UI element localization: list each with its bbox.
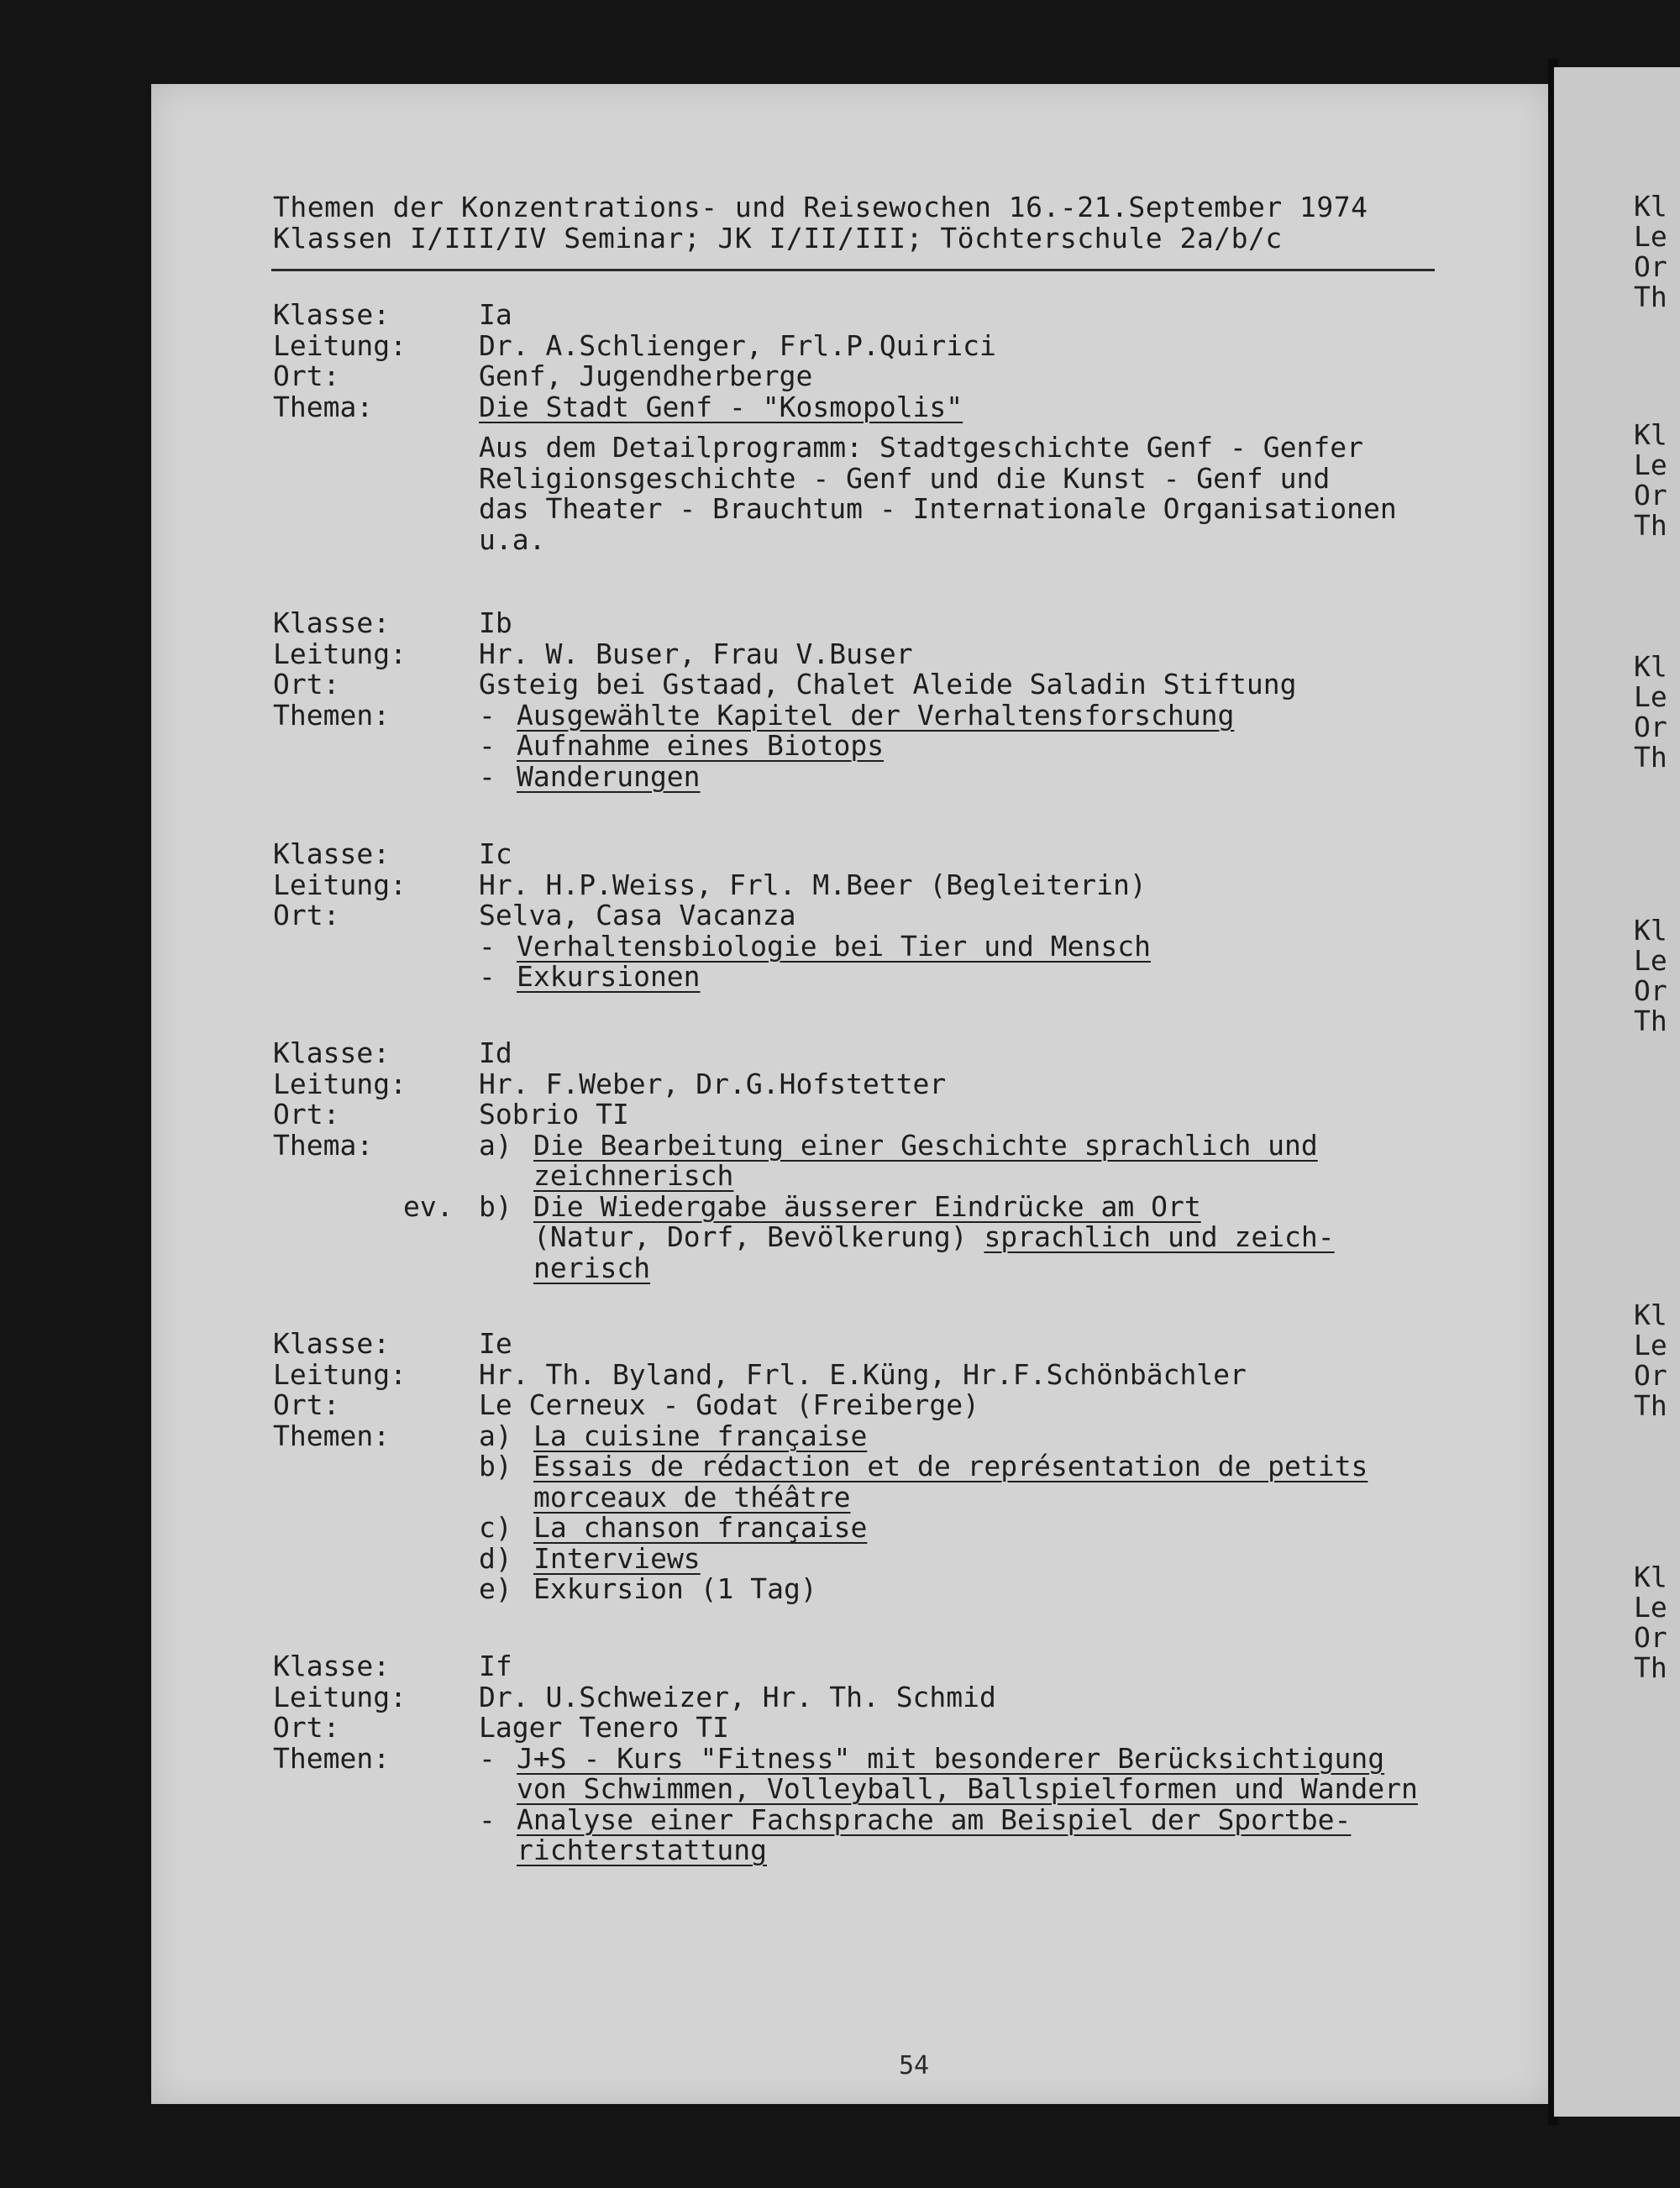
ort-value: Lager Tenero TI: [479, 1711, 730, 1744]
item-marker: e): [479, 1572, 512, 1605]
klasse-label: Klasse:: [273, 1327, 391, 1360]
topic-item-continued: [533, 1222, 1335, 1253]
adjacent-fragment: Or: [1634, 1359, 1667, 1392]
adjacent-page: [1554, 67, 1680, 2117]
klasse-label: Klasse:: [273, 1650, 391, 1682]
adjacent-fragment: Or: [1634, 974, 1667, 1007]
page-number: 54: [899, 2051, 930, 2080]
topic-item-continued: zeichnerisch: [533, 1159, 734, 1192]
klasse-label: Klasse:: [273, 837, 391, 870]
klasse-value: Ib: [479, 606, 512, 639]
section-ie: [273, 1329, 1533, 1605]
adjacent-fragment: Kl: [1634, 418, 1667, 451]
topic-item-continued: von Schwimmen, Volleyball, Ballspielformen und Wandern: [517, 1772, 1418, 1805]
list-dash: -: [479, 929, 496, 963]
klasse-value: Ic: [479, 837, 512, 870]
adjacent-fragment: Le: [1634, 944, 1667, 977]
topic-item: Verhaltensbiologie bei Tier und Mensch: [517, 929, 1151, 963]
leitung-value: Hr. H.P.Weiss, Frl. M.Beer (Begleiterin): [479, 868, 1147, 901]
section-if: [273, 1651, 1533, 1866]
leitung-label: Leitung:: [273, 1357, 407, 1391]
detail-line: Aus dem Detailprogramm: Stadtgeschichte Genf - Genfer: [479, 431, 1363, 464]
adjacent-fragment: Or: [1634, 479, 1667, 512]
leitung-value: Hr. W. Buser, Frau V.Buser: [479, 637, 913, 670]
document-title-line2: Klassen I/III/IV Seminar; JK I/II/III; Töchterschule 2a/b/c: [273, 222, 1283, 254]
list-dash: -: [479, 1802, 496, 1836]
topic-item: Wanderungen: [517, 759, 701, 793]
adjacent-fragment: Th: [1634, 1389, 1667, 1422]
list-dash: -: [479, 759, 496, 793]
adjacent-fragment: Or: [1634, 250, 1667, 283]
item-marker: d): [479, 1541, 512, 1575]
adjacent-fragment: Th: [1634, 1005, 1667, 1037]
topic-item-continued: richterstattung: [517, 1834, 768, 1866]
topic-item: Interviews: [533, 1541, 701, 1575]
leitung-label: Leitung:: [273, 1680, 407, 1713]
leitung-label: Leitung:: [273, 328, 407, 362]
themen-label: Themen:: [273, 1741, 391, 1775]
item-marker: c): [479, 1511, 512, 1544]
adjacent-fragment: Or: [1634, 711, 1667, 743]
klasse-value: If: [479, 1650, 512, 1682]
section-ic: [273, 839, 1533, 993]
item-marker: a): [479, 1419, 512, 1452]
ort-label: Ort:: [273, 668, 340, 700]
adjacent-fragment: Le: [1634, 1591, 1667, 1624]
topic-item: La cuisine française: [533, 1419, 868, 1452]
topic-item: Die Bearbeitung einer Geschichte sprachlich und: [533, 1128, 1318, 1162]
adjacent-fragment: Or: [1634, 1621, 1667, 1654]
section-ia: [273, 300, 1533, 555]
topic-item: Exkursion (1 Tag): [533, 1572, 817, 1605]
topic-plain-text: (Natur, Dorf, Bevölkerung): [533, 1220, 984, 1253]
ort-value: Selva, Casa Vacanza: [479, 899, 796, 931]
adjacent-fragment: Kl: [1634, 190, 1667, 223]
leitung-value: Hr. Th. Byland, Frl. E.Küng, Hr.F.Schönbächler: [479, 1357, 1247, 1391]
leitung-label: Leitung:: [273, 1067, 407, 1100]
detail-line: Religionsgeschichte - Genf und die Kunst - Genf und: [479, 461, 1331, 495]
adjacent-fragment: Th: [1634, 509, 1667, 542]
klasse-value: Id: [479, 1036, 512, 1069]
adjacent-fragment: Kl: [1634, 914, 1667, 947]
leitung-label: Leitung:: [273, 637, 407, 670]
detail-line: das Theater - Brauchtum - Internationale Organisationen: [479, 492, 1397, 525]
topic-item: J+S - Kurs "Fitness" mit besonderer Berücksichtigung: [517, 1741, 1385, 1775]
topic-item: La chanson française: [533, 1511, 868, 1544]
adjacent-fragment: Th: [1634, 1651, 1667, 1684]
klasse-label: Klasse:: [273, 606, 391, 639]
section-ib: [273, 608, 1533, 792]
leitung-label: Leitung:: [273, 868, 407, 901]
leitung-value: Dr. U.Schweizer, Hr. Th. Schmid: [479, 1680, 996, 1713]
thema-label: Thema:: [273, 1128, 374, 1162]
ort-value: Sobrio TI: [479, 1098, 629, 1131]
adjacent-fragment: Kl: [1634, 650, 1667, 683]
list-dash: -: [479, 698, 496, 732]
topic-item: Analyse einer Fachsprache am Beispiel der Sportbe-: [517, 1802, 1352, 1836]
ev-label: ev.: [403, 1189, 454, 1223]
adjacent-fragment: Le: [1634, 449, 1667, 481]
thema-label: Thema:: [273, 390, 374, 423]
item-marker: b): [479, 1450, 512, 1482]
topic-underlined-text: sprachlich und zeich-: [984, 1220, 1335, 1253]
document-title-line1: Themen der Konzentrations- und Reisewochen 16.-21.September 1974: [273, 191, 1368, 223]
adjacent-fragment: Th: [1634, 281, 1667, 313]
thema-value: Die Stadt Genf - "Kosmopolis": [479, 390, 963, 423]
adjacent-fragment: Le: [1634, 1329, 1667, 1362]
adjacent-fragment: Kl: [1634, 1299, 1667, 1331]
ort-value: Genf, Jugendherberge: [479, 359, 813, 392]
item-marker: a): [479, 1128, 512, 1162]
topic-item: Essais de rédaction et de représentation de petits: [533, 1450, 1368, 1482]
list-dash: -: [479, 729, 496, 762]
klasse-label: Klasse:: [273, 1036, 391, 1069]
topic-item: Aufnahme eines Biotops: [517, 729, 885, 762]
item-marker: b): [479, 1189, 512, 1223]
topic-item-continued: nerisch: [533, 1251, 651, 1284]
ort-value: Le Cerneux - Godat (Freiberge): [479, 1388, 980, 1421]
header-rule: [271, 269, 1435, 271]
section-id: [273, 1038, 1533, 1283]
list-dash: -: [479, 1741, 496, 1775]
ort-label: Ort:: [273, 1711, 340, 1744]
ort-label: Ort:: [273, 899, 340, 931]
adjacent-fragment: Le: [1634, 220, 1667, 253]
detail-line: u.a.: [479, 522, 546, 556]
themen-label: Themen:: [273, 698, 391, 732]
adjacent-fragment: Le: [1634, 680, 1667, 713]
adjacent-fragment: Kl: [1634, 1561, 1667, 1593]
klasse-value: Ie: [479, 1327, 512, 1360]
ort-value: Gsteig bei Gstaad, Chalet Aleide Saladin Stiftung: [479, 668, 1297, 700]
klasse-value: Ia: [479, 298, 512, 331]
topic-item-continued: morceaux de théâtre: [533, 1480, 851, 1514]
themen-label: Themen:: [273, 1419, 391, 1452]
leitung-value: Dr. A.Schlienger, Frl.P.Quirici: [479, 328, 996, 362]
leitung-value: Hr. F.Weber, Dr.G.Hofstetter: [479, 1067, 947, 1100]
klasse-label: Klasse:: [273, 298, 391, 331]
ort-label: Ort:: [273, 1388, 340, 1421]
ort-label: Ort:: [273, 1098, 340, 1131]
ort-label: Ort:: [273, 359, 340, 392]
topic-item: Exkursionen: [517, 960, 701, 993]
topic-item: Ausgewählte Kapitel der Verhaltensforschung: [517, 698, 1235, 732]
topic-item: Die Wiedergabe äusserer Eindrücke am Ort: [533, 1189, 1201, 1223]
adjacent-fragment: Th: [1634, 741, 1667, 774]
list-dash: -: [479, 960, 496, 993]
